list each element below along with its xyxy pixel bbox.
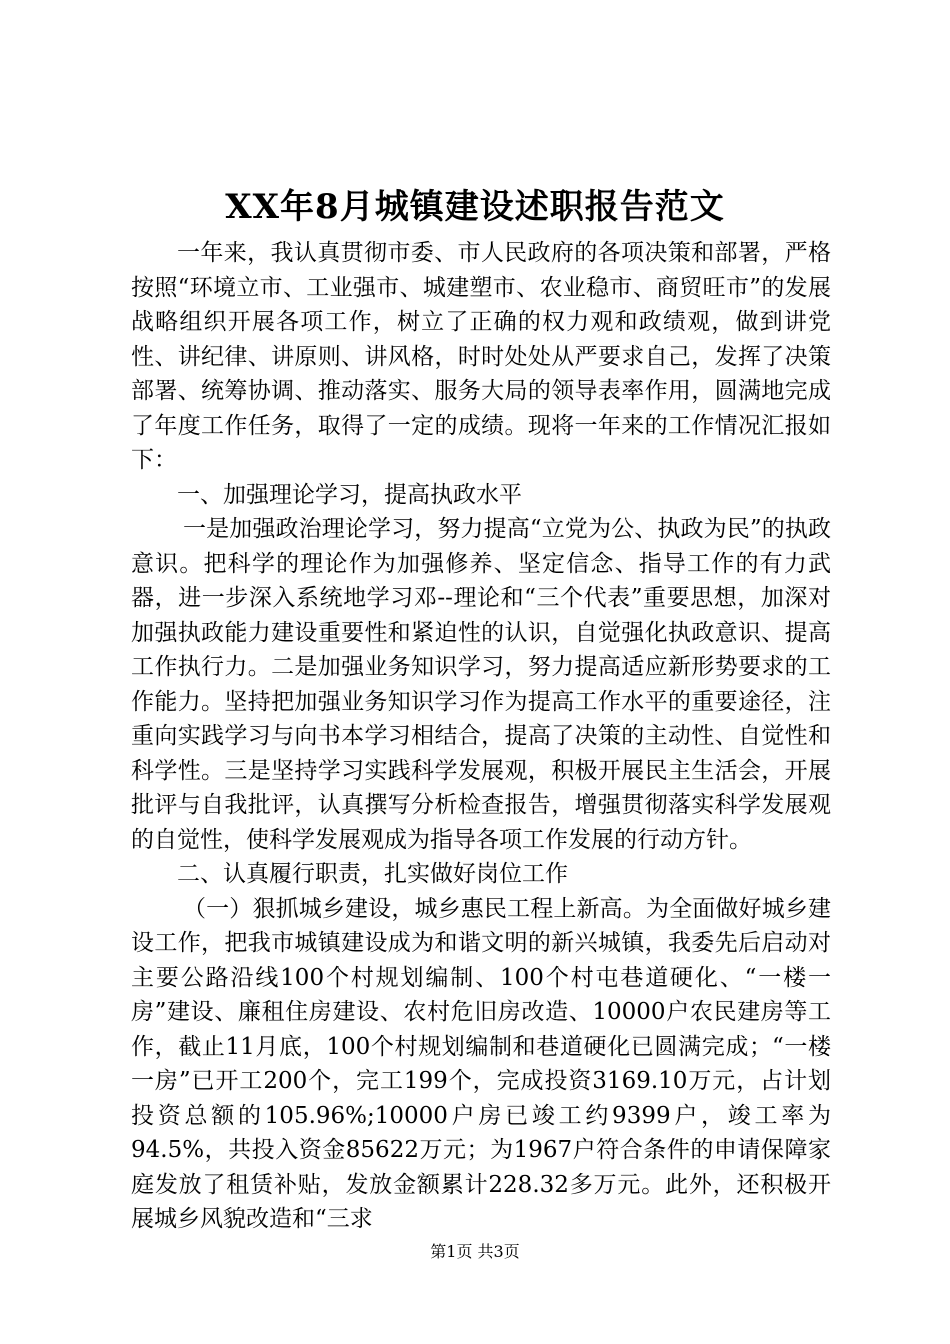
document-title: XX年8月城镇建设述职报告范文: [225, 187, 725, 227]
section-heading-2: 二、认真履行职责，扎实做好岗位工作: [177, 861, 568, 887]
section-heading-1: 一、加强理论学习，提高执政水平: [177, 481, 522, 508]
section-1-paragraph: 一是加强政治理论学习，努力提高“立党为公、执政为民”的执政意识。把科学的理论作为加强修养、坚定信念、指导工作的有力武器，进一步深入系统地学习邓--理论和“三个代表”重要思想，加深对加强执政能力建设重要性和紧迫性的认识，自觉强化执政意识、提高工作执行力。二是加强业务知识学习，努力提高适应新形势要求的工作能力。坚持把加强业务知识学习作为提高工作水平的重要途径，注重向实践学习与向书本学习相结合，提高了决策的主动性、自觉性和科学性。三是坚持学习实践科学发展观，积极开展民主生活会，开展批评与自我批评，认真撰写分析检查报告，增强贯彻落实科学发展观的自觉性，使科学发展观成为指导各项工作发展的行动方针。: [131, 516, 831, 853]
page-number-footer: 第1页 共3页: [430, 1242, 520, 1261]
document-body: [131, 236, 831, 1237]
section-2-paragraph: （一）狠抓城乡建设，城乡惠民工程上新高。为全面做好城乡建设工作，把我市城镇建设成为和谐文明的新兴城镇，我委先后启动对主要公路沿线100个村规划编制、100个村屯巷道硬化、“一楼一房”建设、廉租住房建设、农村危旧房改造、10000户农民建房等工作，截止11月底，100个村规划编制和巷道硬化已圆满完成；“一楼一房”已开工200个，完工199个，完成投资3169.10万元，占计划投资总额的105.96%;10000户房已竣工约9399户，竣工率为94.5%，共投入资金85622万元；为1967户符合条件的申请保障家庭发放了租赁补贴，发放金额累计228.32多万元。此外，还积极开展城乡风貌改造和“三求: [131, 895, 831, 1232]
intro-paragraph: 一年来，我认真贯彻市委、市人民政府的各项决策和部署，严格按照“环境立市、工业强市、城建塑市、农业稳市、商贸旺市”的发展战略组织开展各项工作，树立了正确的权力观和政绩观，做到讲党性、讲纪律、讲原则、讲风格，时时处处从严要求自己，发挥了决策部署、统筹协调、推动落实、服务大局的领导表率作用，圆满地完成了年度工作任务，取得了一定的成绩。现将一年来的工作情况汇报如下：: [131, 240, 831, 473]
